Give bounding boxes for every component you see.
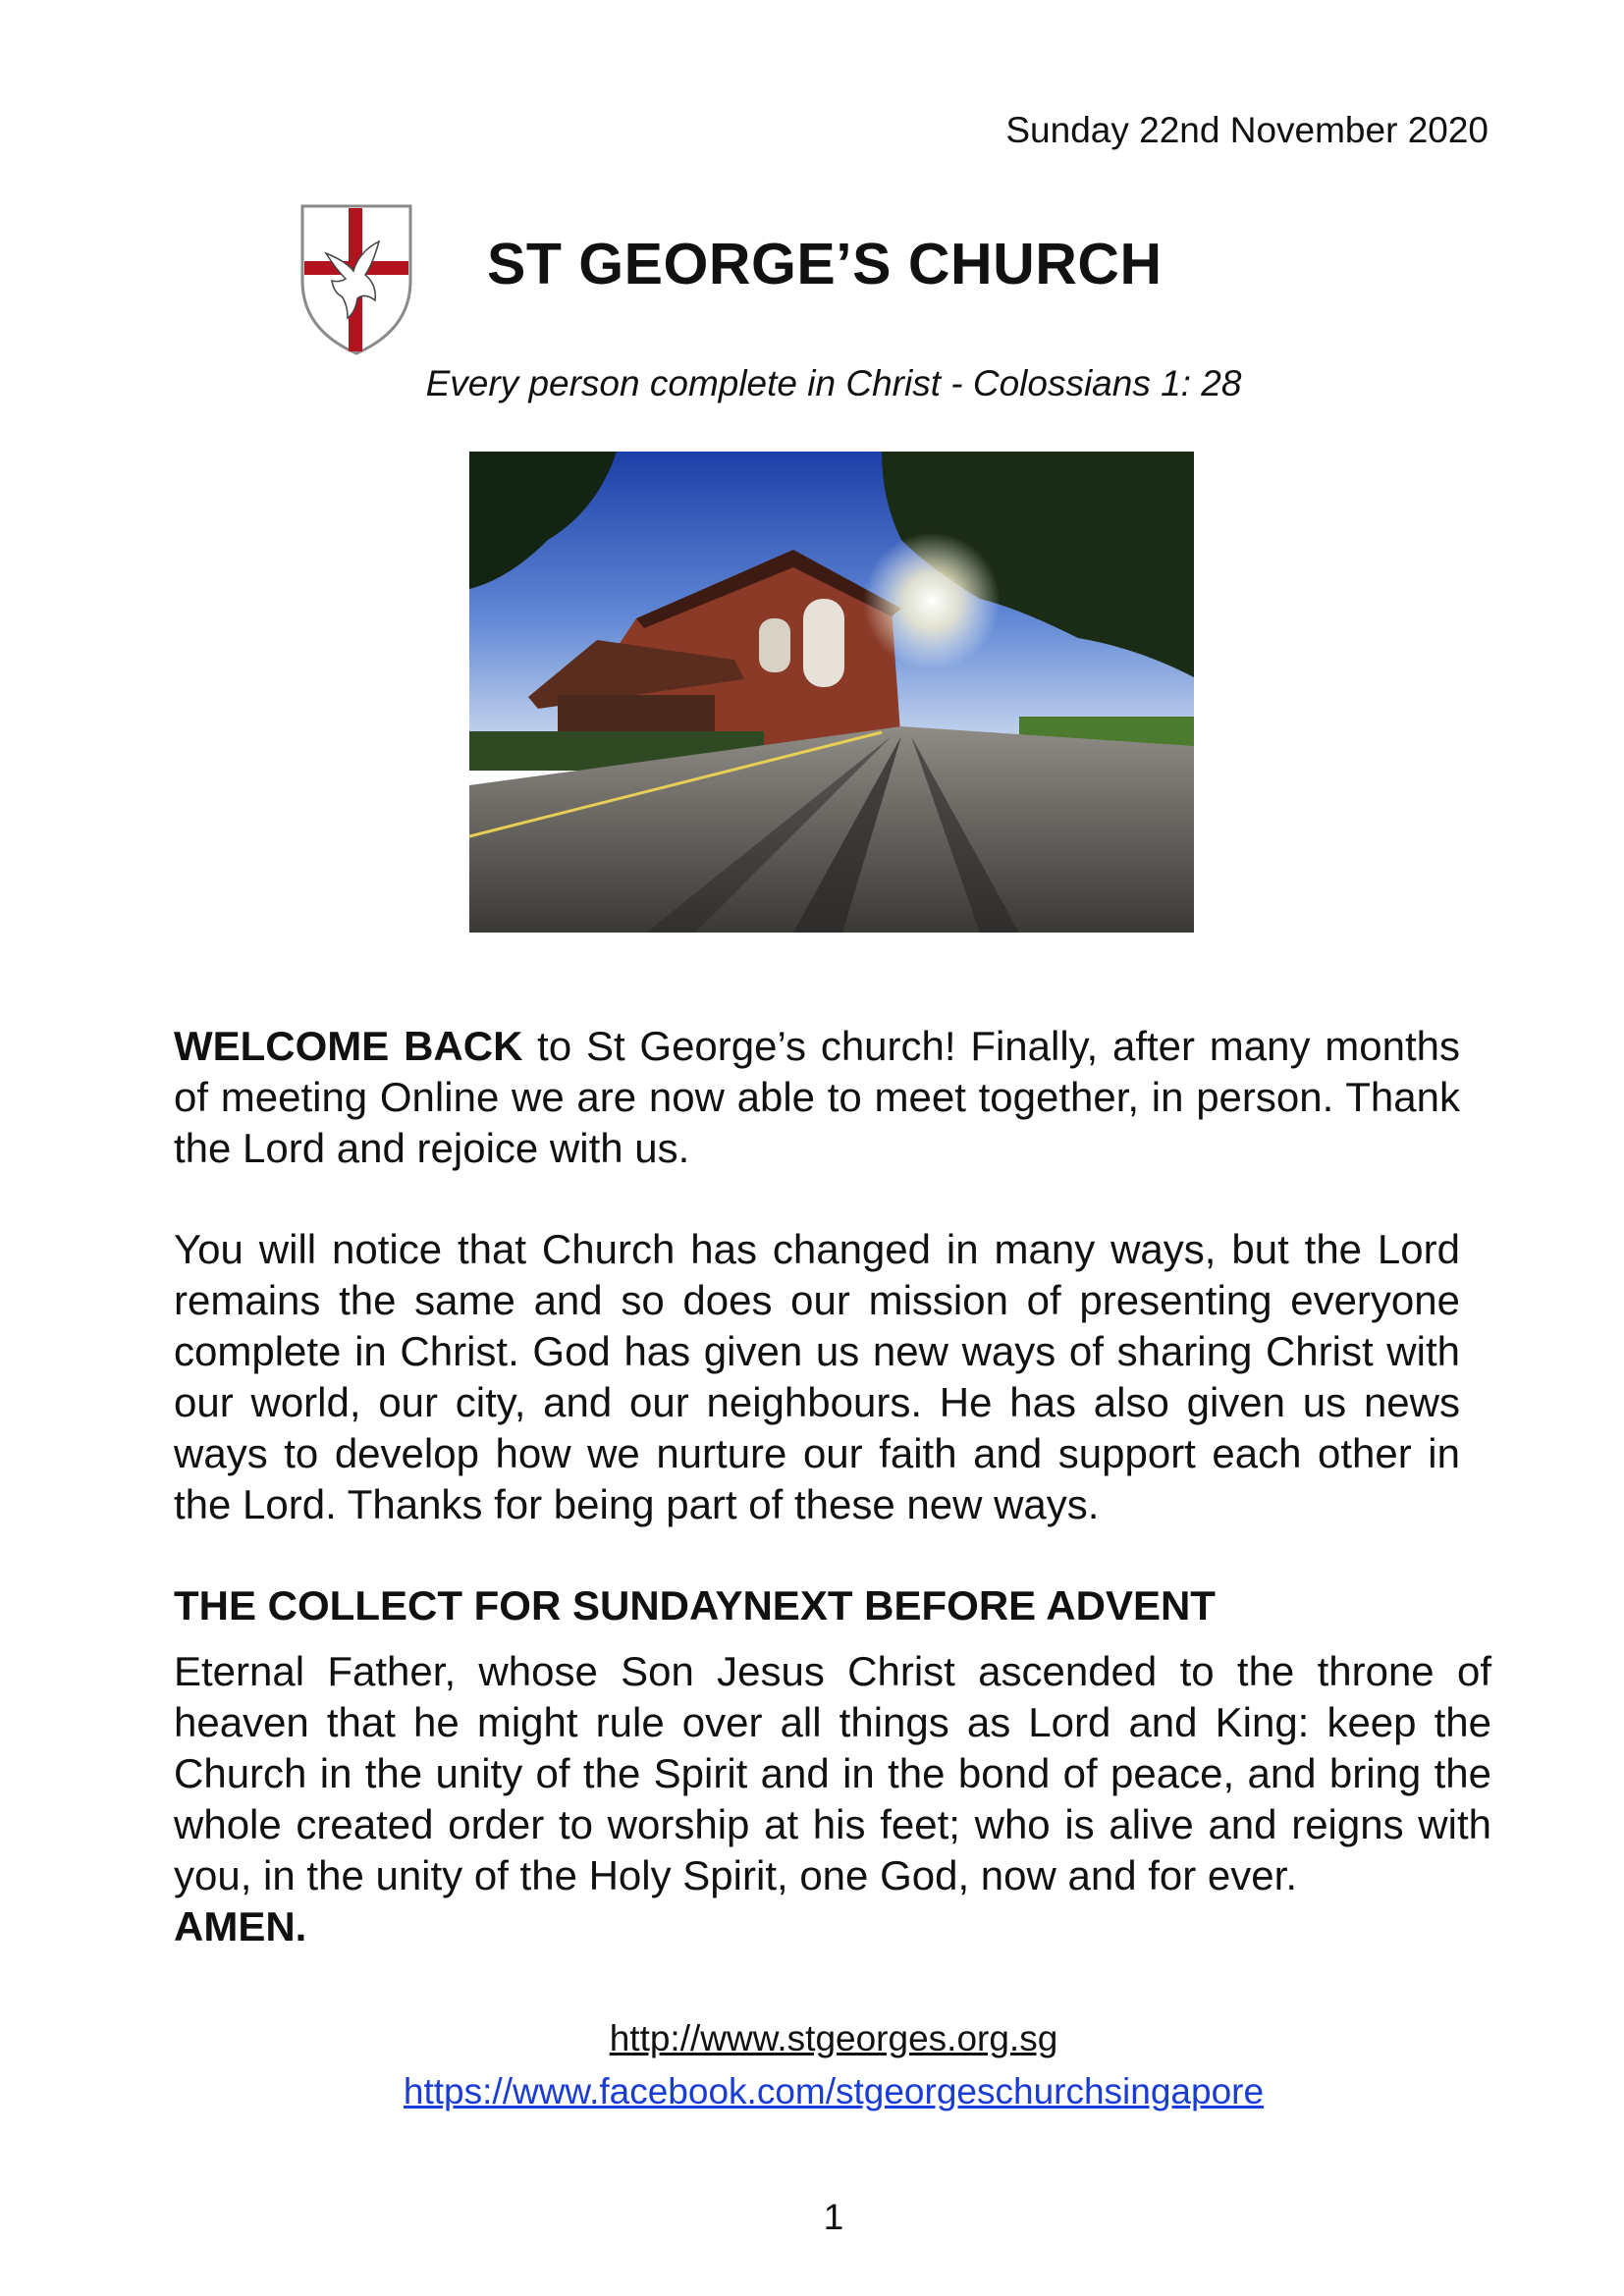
collect-text: Eternal Father, whose Son Jesus Christ ascended to the throne of heaven that he might rule over all things as Lord and King: keep the Church in the unity of the Spirit and in the bond of peace, and bring the whole created order to worship at his feet; who is alive and reigns with you, in the unity of the Holy Spirit, one God, now and for ever.	[174, 1648, 1491, 1898]
page-number: 1	[823, 2197, 844, 2237]
welcome-text: to St George’s church! Finally, after many months of meeting Online we are now able to meet together, in person. Thank the Lord and rejoice with us.	[174, 1023, 1460, 1171]
collect-amen: AMEN.	[174, 1903, 307, 1949]
welcome-paragraph	[174, 1021, 1460, 1174]
church-title: ST GEORGE’S CHURCH	[487, 232, 1163, 296]
notice-paragraph: You will notice that Church has changed in many ways, but the Lord remains the same and so does our mission of presenting everyone complete in Christ. God has given us new ways of sharing Christ with our world, our city, and our neighbours. He has also given us news ways to develop how we nurture our faith and support each other in the Lord. Thanks for being part of these new ways.	[174, 1226, 1460, 1527]
church-crest-icon	[297, 202, 416, 357]
links-block	[0, 2012, 1624, 2118]
website-link[interactable]: http://www.stgeorges.org.sg	[609, 2018, 1058, 2058]
church-motto: Every person complete in Christ - Colossians 1: 28	[425, 363, 1242, 403]
newsletter-date: Sunday 22nd November 2020	[1005, 110, 1489, 150]
facebook-link[interactable]: https://www.facebook.com/stgeorgeschurchsingapore	[403, 2071, 1265, 2111]
collect-paragraph	[174, 1646, 1491, 1952]
collect-heading: THE COLLECT FOR SUNDAYNEXT BEFORE ADVENT	[174, 1582, 1216, 1629]
welcome-lead: WELCOME BACK	[174, 1023, 523, 1069]
church-photo	[469, 452, 1194, 933]
